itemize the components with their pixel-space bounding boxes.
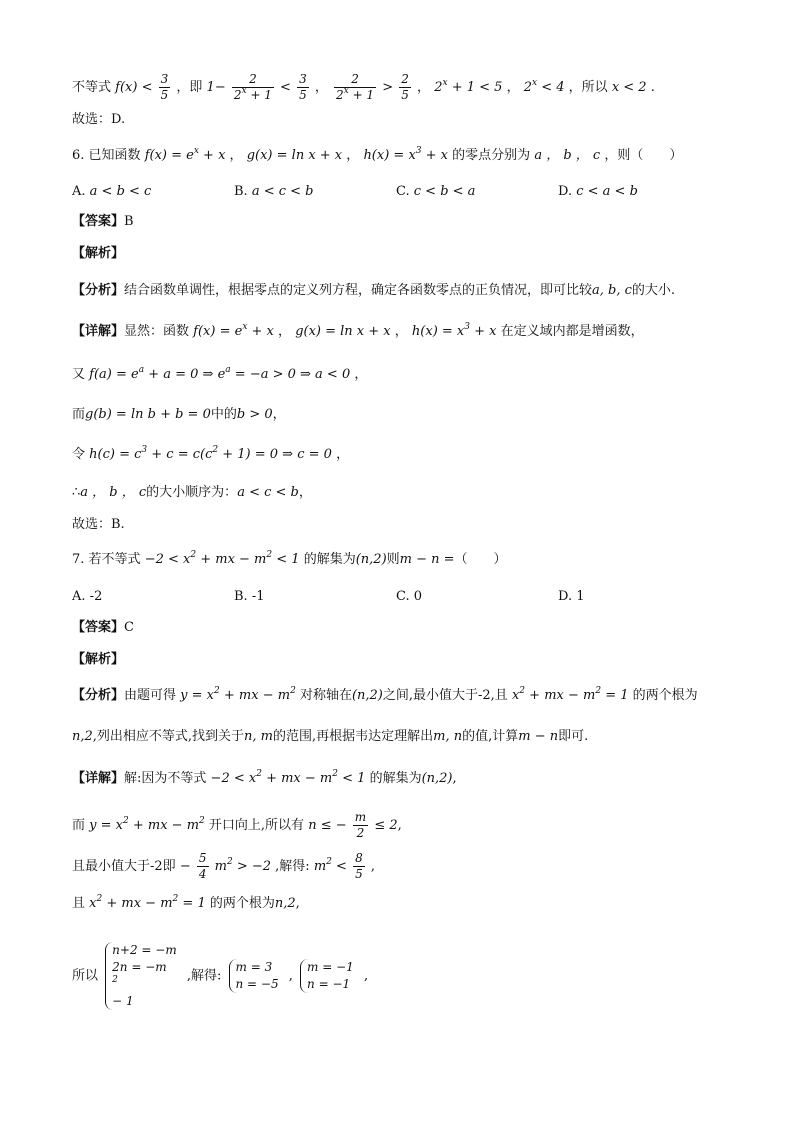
math: g(b) = ln b + b = 0 [85, 407, 211, 422]
answer-value: B [124, 214, 134, 229]
text: ∴ [72, 485, 81, 500]
math: g(x) = ln x + x [246, 148, 343, 163]
math: (n,2) [421, 771, 453, 786]
text: ， [417, 80, 431, 95]
text: ,解得: [186, 968, 222, 984]
fraction: $\frac{8}{5}$ [355, 851, 363, 881]
math: x < 2 [611, 80, 647, 95]
analysis-tag: 【解析】 [72, 652, 125, 667]
text: 而 [72, 407, 86, 422]
math: f(x) < [115, 80, 153, 95]
math: $h(x) = x^3 + x$ [411, 322, 497, 339]
text: ，所以 [568, 80, 608, 95]
math: (n,2) [351, 688, 383, 703]
q6-step-2 [72, 405, 734, 425]
text: ， [506, 80, 520, 95]
q7-fenxi-2 [72, 727, 734, 747]
fenxi-tag: 【分析】 [72, 688, 125, 703]
math: − [179, 859, 191, 874]
text: . [650, 80, 655, 95]
text: 的两个根为 [632, 688, 698, 703]
text: 结合函数单调性，根据零点的定义列方程，确定各函数零点的正负情况，即可比较 [124, 283, 593, 298]
q7-stem [72, 550, 734, 570]
text: 的大小顺序为： [146, 485, 238, 500]
text: 解:因为不等式 [124, 771, 207, 786]
text: 的值,计算 [462, 729, 519, 744]
text: 所以 [72, 968, 99, 984]
math: $h(x) = x^3 + x$ [363, 146, 449, 163]
math: $y = x^2$ + mx − $m^2$ [180, 686, 296, 703]
math: n,2 [274, 896, 296, 911]
math: a ， b ， c [534, 148, 601, 163]
detail-tag: 【详解】 [72, 324, 125, 339]
math: < [280, 80, 291, 95]
text: 不等式 [72, 80, 112, 95]
equation-system: m = −1 n = −1 [300, 959, 357, 993]
analysis-tag: 【解析】 [72, 246, 125, 261]
math: n,2 [72, 729, 93, 744]
question-number: 7. 若不等式 [72, 552, 141, 567]
math: $-2 < x^2$ + mx − $m^2 < 1$ [144, 550, 300, 567]
q6-answer-line: 故选：B. [72, 517, 125, 532]
q6-step-3 [72, 445, 734, 465]
q7-step-4 [72, 942, 734, 1010]
math: $h(c) = c^3 + c = c(c^2 + 1) = 0$ ⇒ c = 0 [89, 445, 332, 462]
option-b: B. a < c < b [234, 184, 314, 199]
question-number: 6. 已知函数 [72, 148, 141, 163]
option-c: C. c < b < a [396, 184, 476, 199]
q7-step-3 [72, 894, 734, 914]
equation-system: n+2 = −m 2n = −m $^2$ − 1 [105, 942, 180, 1010]
detail-tag: 【详解】 [72, 771, 125, 786]
text: ， [278, 324, 292, 339]
text: 的解集为 [369, 771, 422, 786]
text: 则 [386, 552, 400, 567]
fraction: $\frac{m}{2}$ [354, 810, 367, 840]
text: , [397, 818, 402, 833]
text: ， [298, 485, 312, 500]
math: b > 0 [236, 407, 273, 422]
q7-detail [72, 769, 734, 789]
q6-step-4 [72, 483, 734, 503]
text: 而 [72, 818, 86, 833]
equation-system: m = 3 n = −5 [229, 959, 282, 993]
answer-tag: 【答案】 [72, 214, 125, 229]
text: 对称轴在 [299, 688, 352, 703]
math: $f(x) = e^x + x$ [144, 146, 226, 163]
fraction: $\frac{3}{5}$ [160, 72, 169, 102]
text: 开口向上,所以有 [208, 818, 305, 833]
text: 显然：函数 [124, 324, 190, 339]
math: m, n [433, 729, 463, 744]
text: ， [314, 80, 328, 95]
text: 的范围,再根据韦达定理解出 [273, 729, 434, 744]
q7-step-2 [72, 851, 734, 882]
q5-conclusion-line [72, 72, 734, 103]
text: 令 [72, 447, 86, 462]
answer-value: C [124, 620, 134, 635]
math: (n,2) [355, 552, 387, 567]
text: , [288, 968, 293, 984]
math: $y = x^2$ + mx − $m^2$ [89, 816, 205, 833]
fraction: $\frac{3}{5}$ [299, 72, 307, 102]
text: 即可. [558, 729, 589, 744]
text: 且最小值大于-2即 [72, 859, 176, 874]
text: ， [336, 447, 350, 462]
text: ， [272, 407, 286, 422]
math: $f(x) = e^x + x$ [193, 322, 274, 339]
text: ，则（ ） [604, 148, 683, 163]
text: （ ） [454, 552, 507, 567]
math: a ， b ， c [80, 485, 147, 500]
q6-fenxi [72, 281, 734, 301]
option-b: B. -1 [234, 589, 265, 604]
math: g(x) = ln x + x [295, 324, 391, 339]
text: ，即 [176, 80, 203, 95]
math: $-2 < x^2$ + mx − $m^2 < 1$ [210, 769, 366, 786]
math: $m^2 > -2$ [214, 857, 272, 874]
math: $2^x < 4$ [523, 78, 565, 95]
math: a < c < b [237, 485, 299, 500]
text: , [452, 771, 457, 786]
text: 又 [72, 367, 86, 382]
text: ， [229, 148, 243, 163]
q6-answer [72, 212, 734, 232]
math: > [382, 80, 394, 95]
text: ,列出相应不等式,找到关于 [92, 729, 245, 744]
text: 在定义域内都是增函数， [500, 324, 644, 339]
q6-step-1 [72, 365, 734, 385]
text: 且 [72, 896, 86, 911]
option-a: A. a < b < c [72, 184, 152, 199]
text: 由题可得 [124, 688, 177, 703]
text: ， [346, 148, 360, 163]
math: $f(a) = e^a + a = 0$ ⇒ $e^a = -a > 0$ ⇒ a < 0 [89, 365, 351, 382]
math: $2^x + 1 < 5$ [434, 78, 503, 95]
math: $x^2$ + mx − $m^2 = 1$ [89, 894, 206, 911]
text: , [295, 896, 300, 911]
q6-detail [72, 322, 734, 342]
math: m − n = [399, 552, 455, 567]
fenxi-tag: 【分析】 [72, 283, 125, 298]
math: a, b, c [592, 283, 632, 298]
text: 中的 [210, 407, 237, 422]
fraction: $\frac{5}{4}$ [198, 851, 207, 881]
math: 1− [206, 80, 226, 95]
text: 之间,最小值大于-2,且 [382, 688, 508, 703]
option-d: D. c < a < b [558, 184, 638, 199]
text: 的两个根为 [209, 896, 275, 911]
q7-answer [72, 618, 734, 638]
text: 的解集为 [303, 552, 356, 567]
fraction: $\frac{2}{2^x + 1}$ [336, 72, 375, 102]
text: 的大小. [631, 283, 676, 298]
q7-analysis-tag [72, 650, 734, 670]
text: ， [354, 367, 368, 382]
option-d: D. 1 [558, 589, 585, 604]
q7-step-1 [72, 810, 734, 841]
math: n ≤ − [308, 818, 347, 833]
q6-analysis-tag [72, 244, 734, 264]
q5-answer-line: 故选：D. [72, 112, 126, 127]
option-a: A. -2 [72, 589, 103, 604]
text: 的零点分别为 [452, 148, 531, 163]
fraction: $\frac{2}{2^x + 1}$ [233, 72, 272, 102]
answer-tag: 【答案】 [72, 620, 125, 635]
math: $x^2$ + mx − $m^2 = 1$ [511, 686, 629, 703]
text: ， [394, 324, 408, 339]
option-c: C. 0 [396, 589, 423, 604]
math: ≤ 2 [374, 818, 398, 833]
text: , [363, 968, 369, 984]
text: ,解得: [275, 859, 310, 874]
math: $m^2$ < [313, 857, 347, 874]
q6-stem [72, 146, 734, 166]
text: , [370, 859, 375, 874]
math: n, m [244, 729, 274, 744]
q7-fenxi-1 [72, 686, 734, 706]
math: m − n [518, 729, 559, 744]
fraction: $\frac{2}{5}$ [401, 72, 409, 102]
